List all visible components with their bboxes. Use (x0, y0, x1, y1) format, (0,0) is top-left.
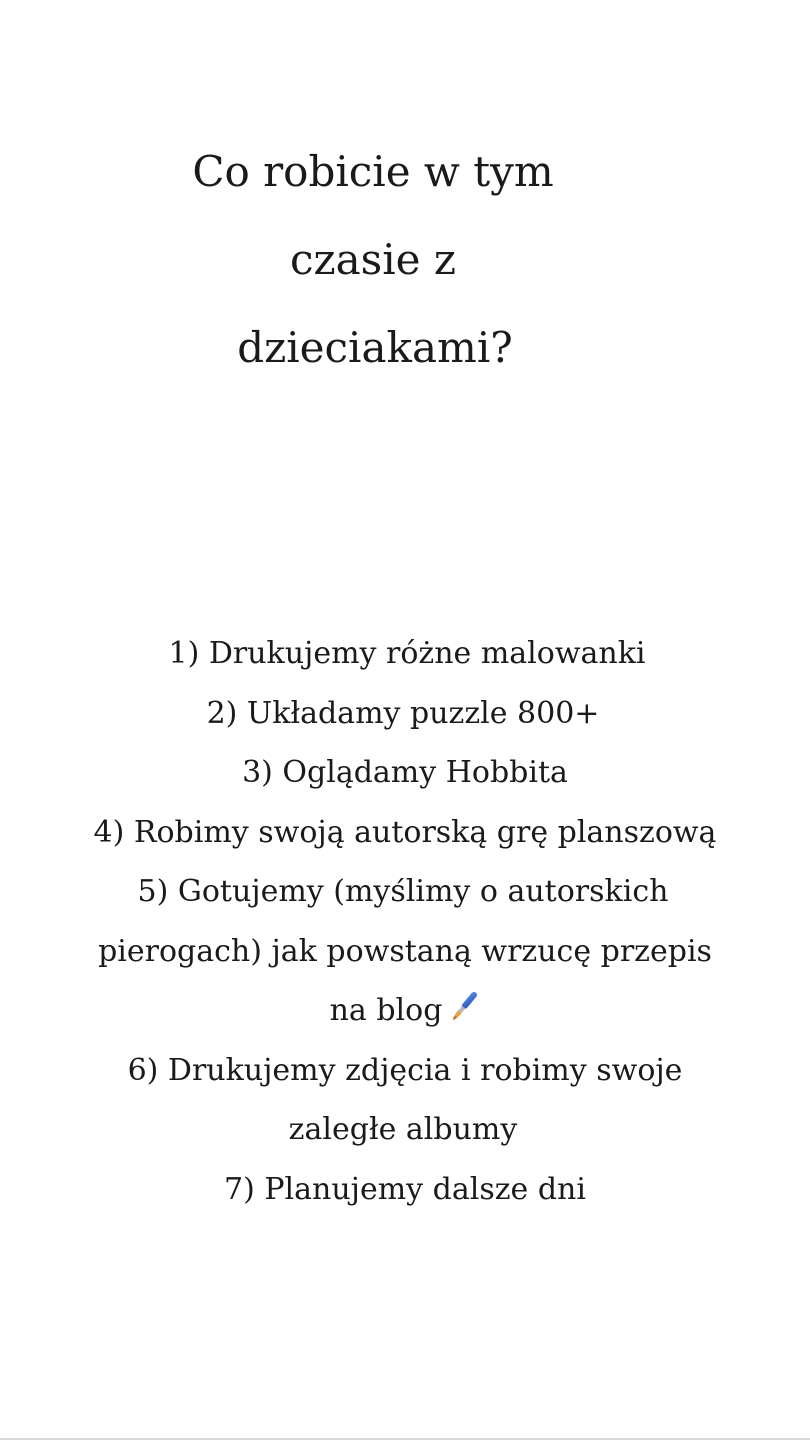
list-item: 2) Układamy puzzle 800+ (206, 695, 600, 731)
list-item-text: na blog (329, 993, 443, 1028)
list-item: 5) Gotujemy (myślimy o autorskich (137, 874, 669, 909)
list-item: 4) Robimy swoją autorską grę planszową (93, 814, 717, 850)
paintbrush-icon (446, 987, 480, 1023)
list-item-continuation: pierogach) jak powstaną wrzucę przepis (98, 933, 712, 969)
list-item: 3) Oglądamy Hobbita (242, 755, 568, 790)
list-item-continuation (0, 981, 810, 1041)
title-line: Co robicie w tym (192, 147, 554, 196)
story-title (0, 128, 810, 392)
title-line: dzieciakami? (237, 323, 513, 372)
title-line: czasie z (289, 235, 456, 284)
list-item: 7) Planujemy dalsze dni (224, 1171, 586, 1207)
list-item-continuation: zaległe albumy (288, 1112, 518, 1147)
list-item: 1) Drukujemy różne malowanki (168, 636, 646, 671)
list-item: 6) Drukujemy zdjęcia i robimy swoje (127, 1052, 683, 1088)
activity-list (0, 624, 810, 1219)
